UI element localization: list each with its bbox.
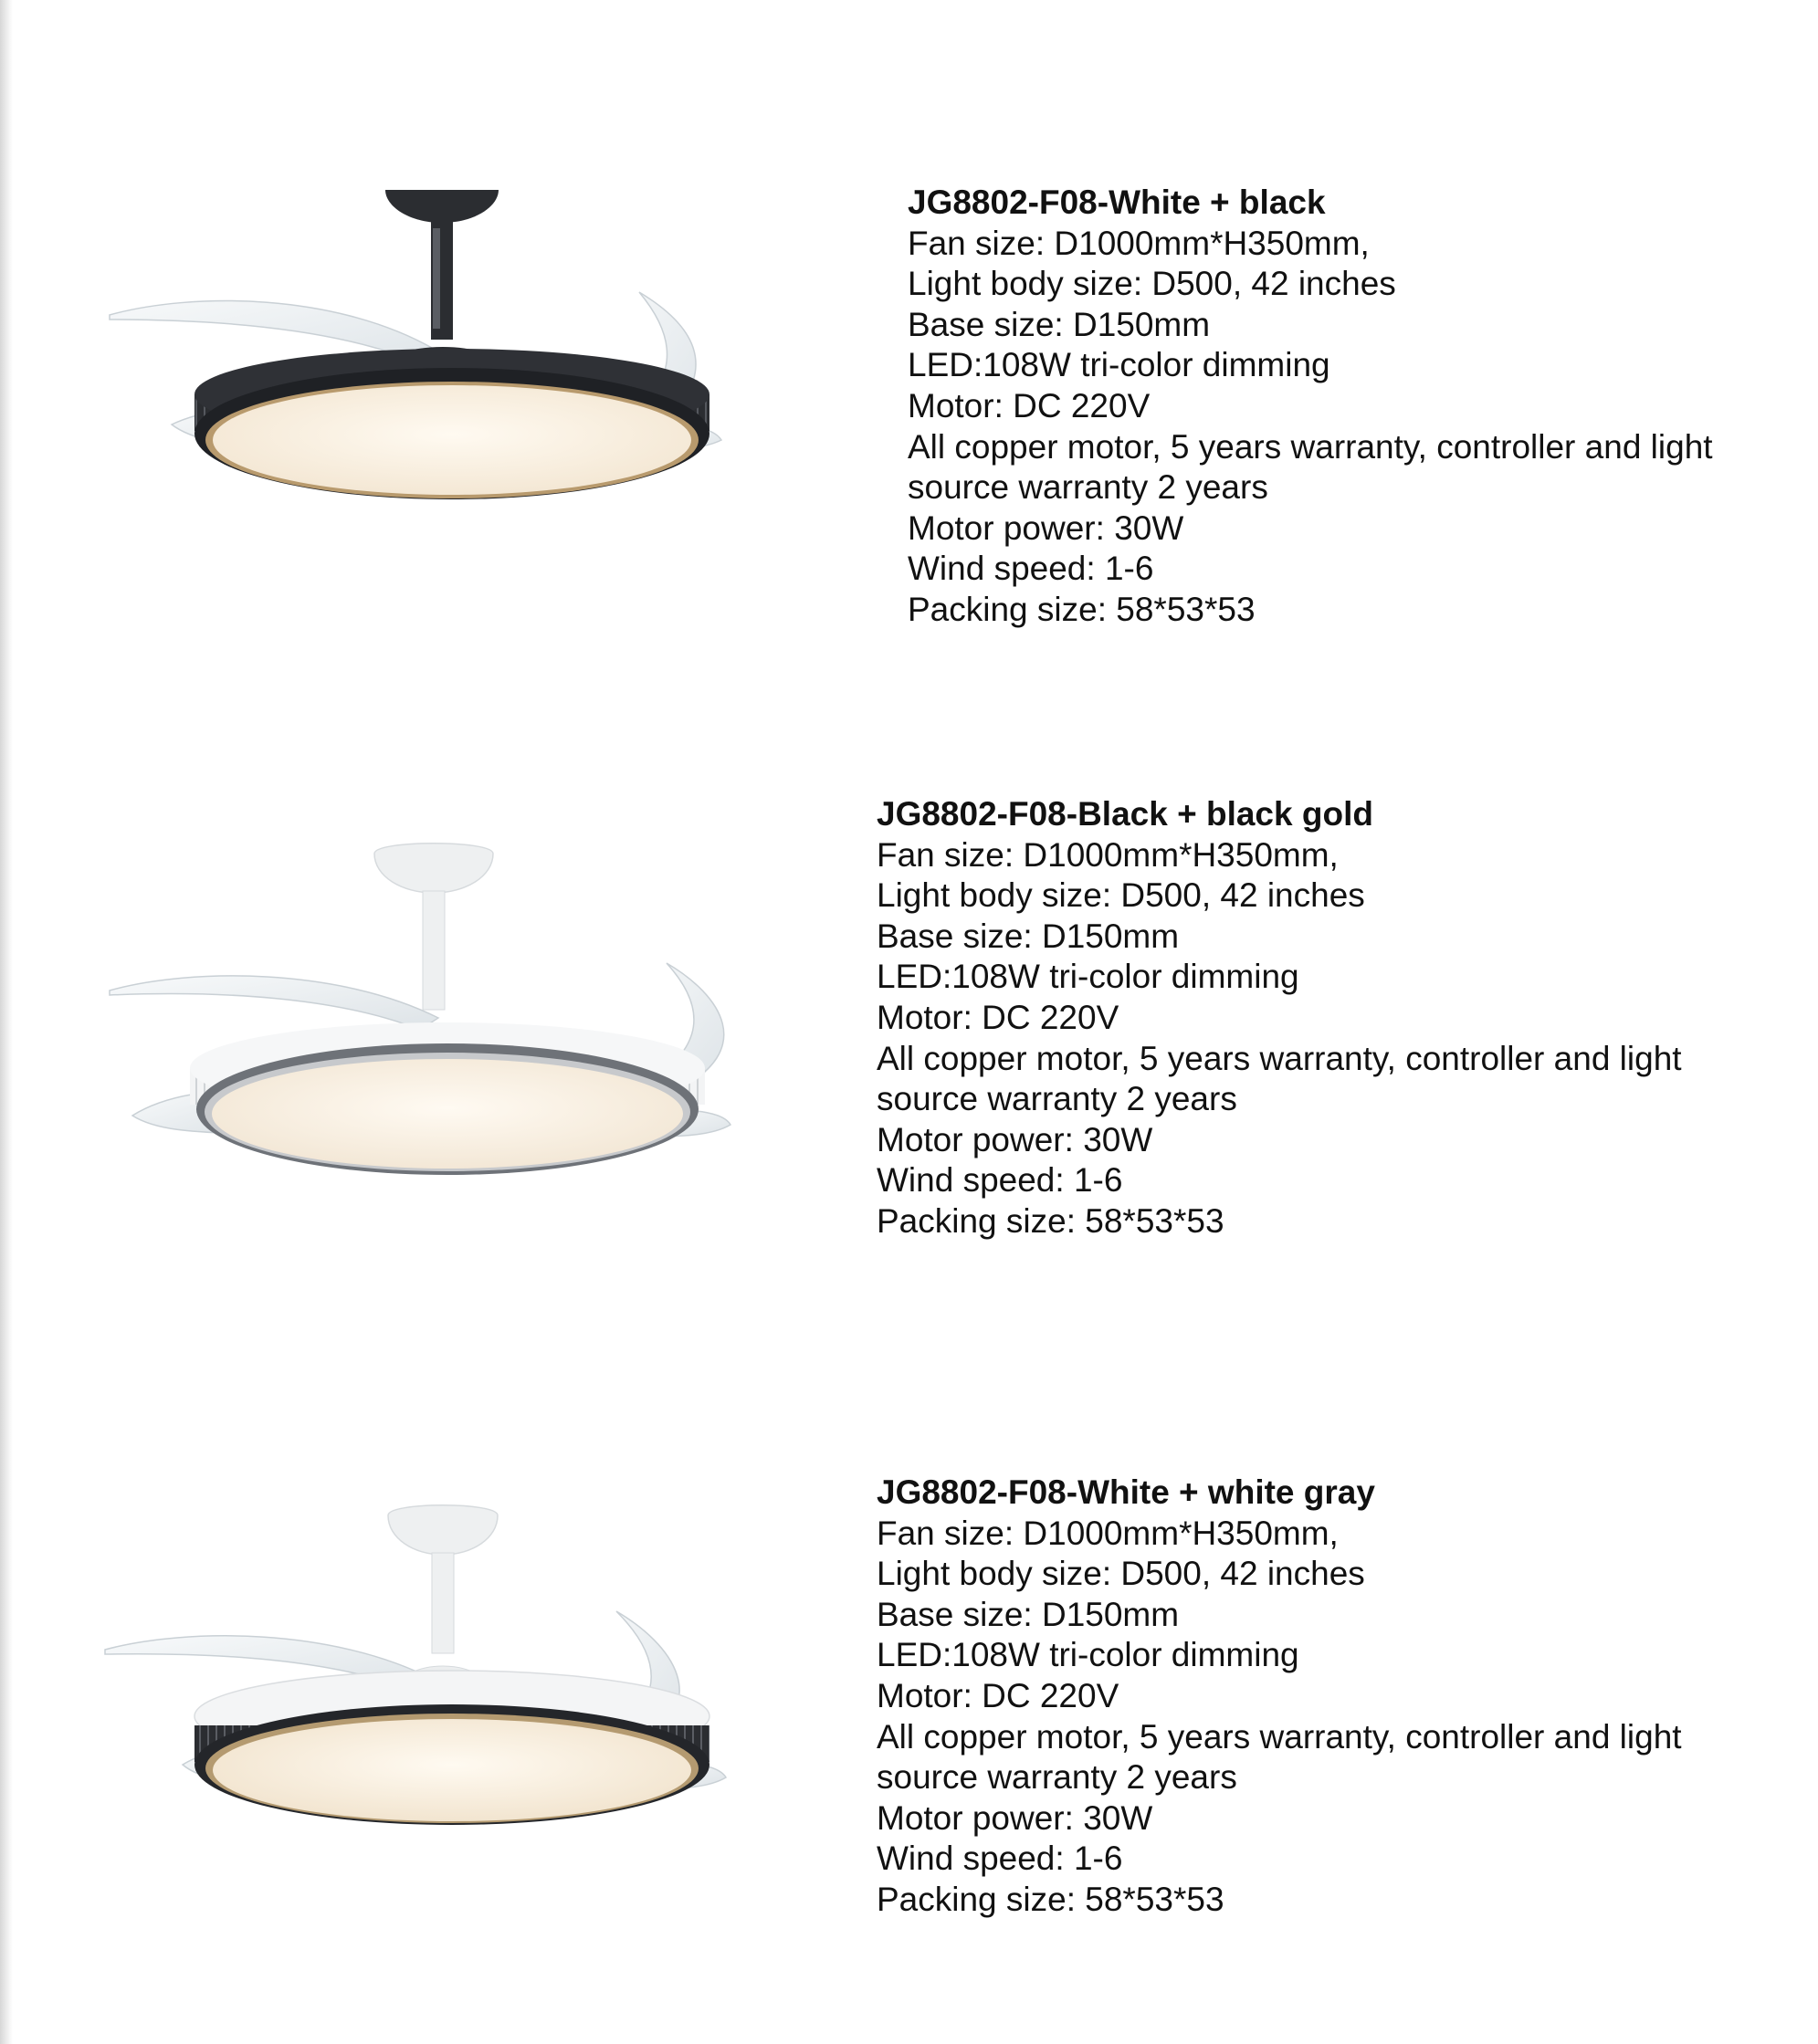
spec-warranty-line-1: All copper motor, 5 years warranty, controller and light: [877, 1717, 1682, 1756]
spec-motor-power: Motor power: 30W: [877, 1798, 1153, 1837]
spec-led: LED:108W tri-color dimming: [877, 958, 1299, 996]
spec-led: LED:108W tri-color dimming: [908, 346, 1330, 384]
spec-wind-speed: Wind speed: 1-6: [877, 1161, 1123, 1200]
fan-image-black-black-gold: [91, 785, 785, 1223]
spec-motor-power: Motor power: 30W: [877, 1120, 1153, 1158]
spec-motor: Motor: DC 220V: [908, 386, 1151, 425]
page-edge-shadow: [0, 0, 13, 2044]
spec-light-body-size: Light body size: D500, 42 inches: [908, 265, 1396, 303]
spec-base-size: Base size: D150mm: [908, 305, 1211, 343]
spec-warranty-line-1: All copper motor, 5 years warranty, controller and light: [908, 427, 1713, 466]
spec-base-size: Base size: D150mm: [877, 1595, 1180, 1633]
spec-packing-size: Packing size: 58*53*53: [877, 1201, 1224, 1240]
spec-packing-size: Packing size: 58*53*53: [908, 590, 1256, 628]
spec-wind-speed: Wind speed: 1-6: [877, 1840, 1123, 1878]
spec-block-1: [908, 183, 1757, 631]
spec-fan-size: Fan size: D1000mm*H350mm,: [877, 835, 1339, 874]
product-title: JG8802-F08-White + black: [908, 183, 1326, 221]
spec-fan-size: Fan size: D1000mm*H350mm,: [908, 224, 1370, 262]
spec-wind-speed: Wind speed: 1-6: [908, 550, 1154, 588]
spec-motor-power: Motor power: 30W: [908, 508, 1184, 547]
spec-light-body-size: Light body size: D500, 42 inches: [877, 876, 1365, 915]
product-title: JG8802-F08-Black + black gold: [877, 795, 1373, 833]
spec-led: LED:108W tri-color dimming: [877, 1636, 1299, 1674]
spec-motor: Motor: DC 220V: [877, 1676, 1119, 1714]
product-title: JG8802-F08-White + white gray: [877, 1473, 1375, 1511]
spec-block-2: [877, 794, 1753, 1242]
spec-motor: Motor: DC 220V: [877, 998, 1119, 1036]
spec-warranty-line-1: All copper motor, 5 years warranty, controller and light: [877, 1039, 1682, 1077]
spec-warranty-line-2: source warranty 2 years: [877, 1080, 1237, 1118]
fan-image-white-white-gray: [87, 1474, 781, 1913]
spec-packing-size: Packing size: 58*53*53: [877, 1880, 1224, 1918]
spec-warranty-line-2: source warranty 2 years: [877, 1758, 1237, 1797]
spec-warranty-line-2: source warranty 2 years: [908, 468, 1268, 507]
spec-fan-size: Fan size: D1000mm*H350mm,: [877, 1514, 1339, 1552]
spec-light-body-size: Light body size: D500, 42 inches: [877, 1555, 1365, 1593]
spec-block-3: [877, 1473, 1753, 1921]
fan-image-white-black: [91, 155, 785, 593]
spec-base-size: Base size: D150mm: [877, 917, 1180, 955]
